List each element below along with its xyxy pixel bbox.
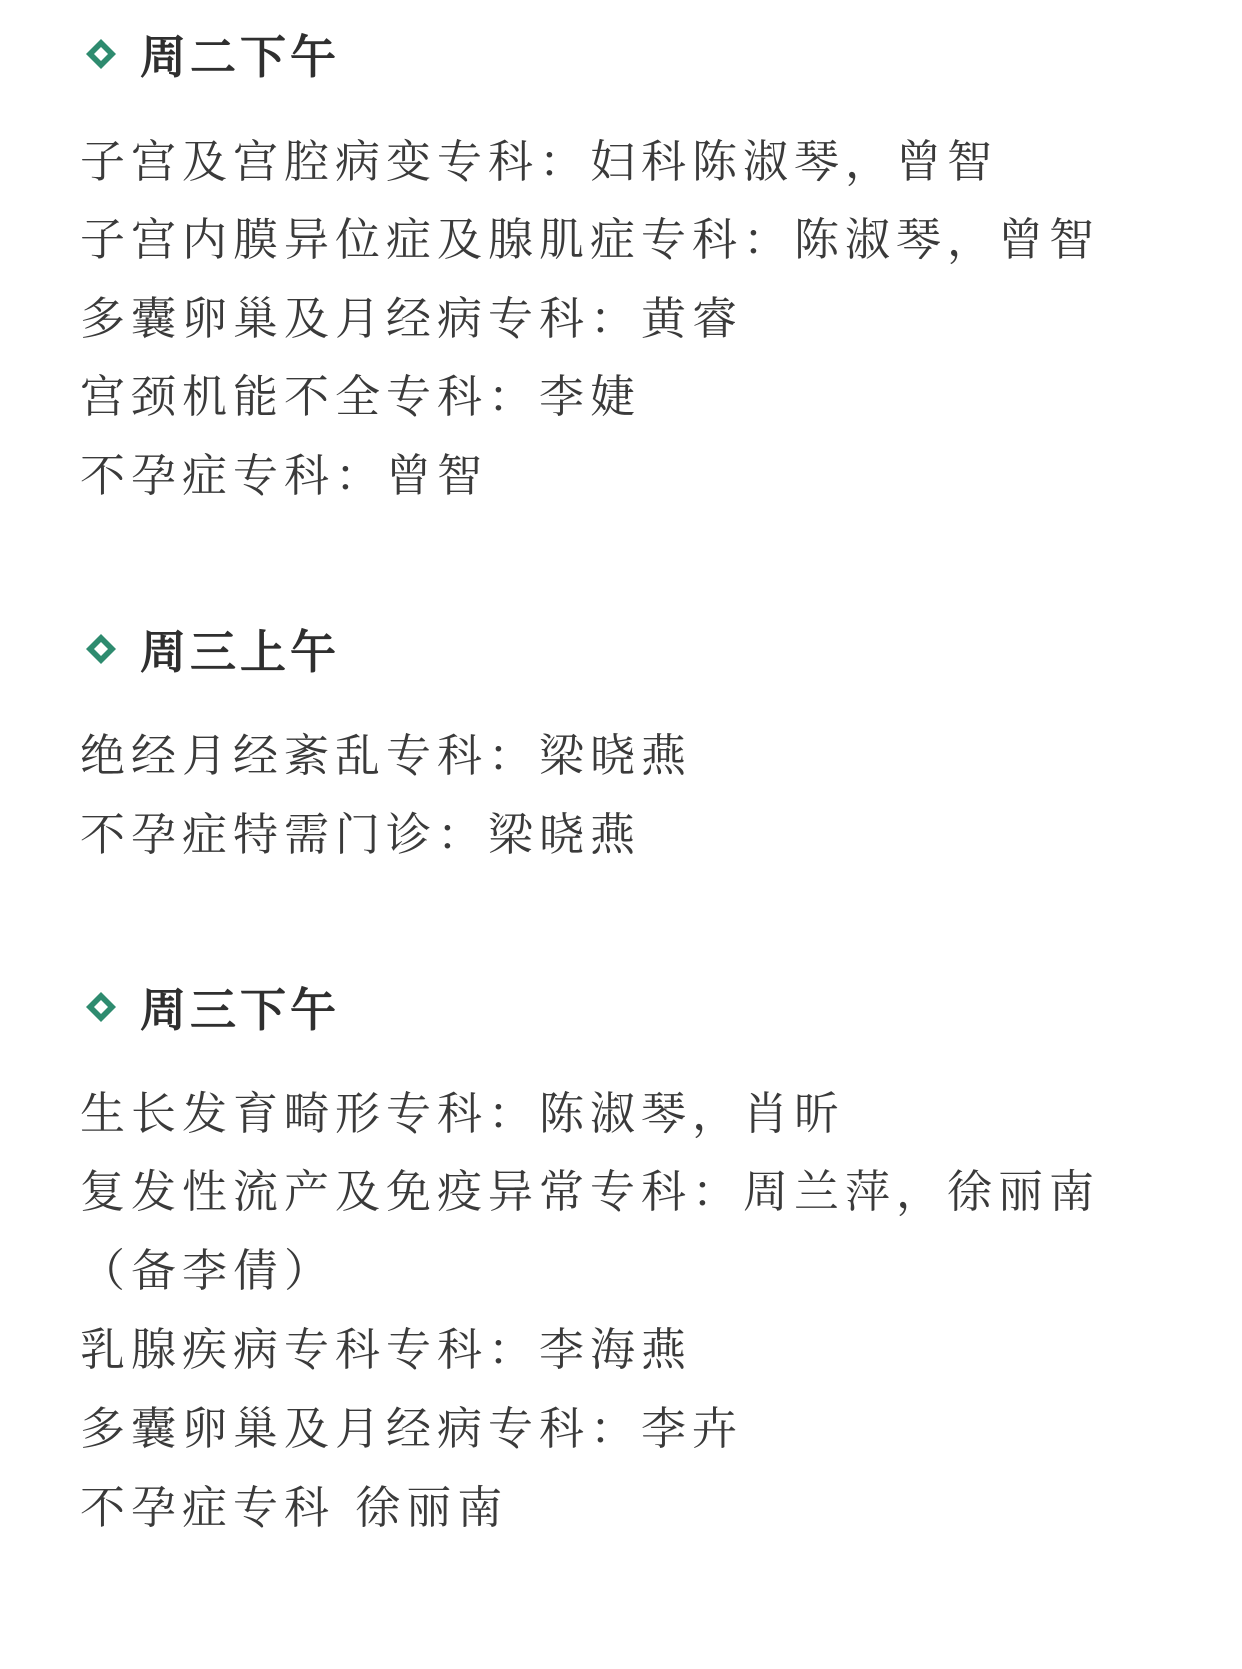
diamond-icon (84, 37, 118, 71)
list-item: 生长发育畸形专科：陈淑琴，肖昕 (80, 1087, 846, 1140)
list-item: 子宫及宫腔病变专科：妇科陈淑琴，曾智 (80, 135, 999, 188)
list-item: 不孕症专科：曾智 (80, 449, 489, 502)
section-title: 周二下午 (140, 30, 340, 84)
diamond-icon (84, 632, 118, 666)
section-header (84, 977, 340, 1037)
list-item: 多囊卵巢及月经病专科：李卉 (80, 1402, 744, 1455)
section-title: 周三下午 (140, 983, 340, 1037)
section-header (84, 619, 340, 679)
list-item: 乳腺疾病专科专科：李海燕 (80, 1323, 693, 1376)
list-item: 不孕症专科 徐丽南 (80, 1481, 509, 1534)
list-item: 复发性流产及免疫异常专科：周兰萍，徐丽南 (80, 1165, 1101, 1218)
diamond-icon (84, 990, 118, 1024)
list-item: （备李倩） (80, 1244, 336, 1297)
list-item: 绝经月经紊乱专科：梁晓燕 (80, 729, 693, 782)
list-item: 多囊卵巢及月经病专科：黄睿 (80, 292, 744, 345)
list-item: 不孕症特需门诊：梁晓燕 (80, 808, 642, 861)
list-item: 宫颈机能不全专科：李婕 (80, 370, 642, 423)
section-title: 周三上午 (140, 625, 340, 679)
list-item: 子宫内膜异位症及腺肌症专科：陈淑琴，曾智 (80, 213, 1101, 266)
section-header (84, 24, 340, 84)
